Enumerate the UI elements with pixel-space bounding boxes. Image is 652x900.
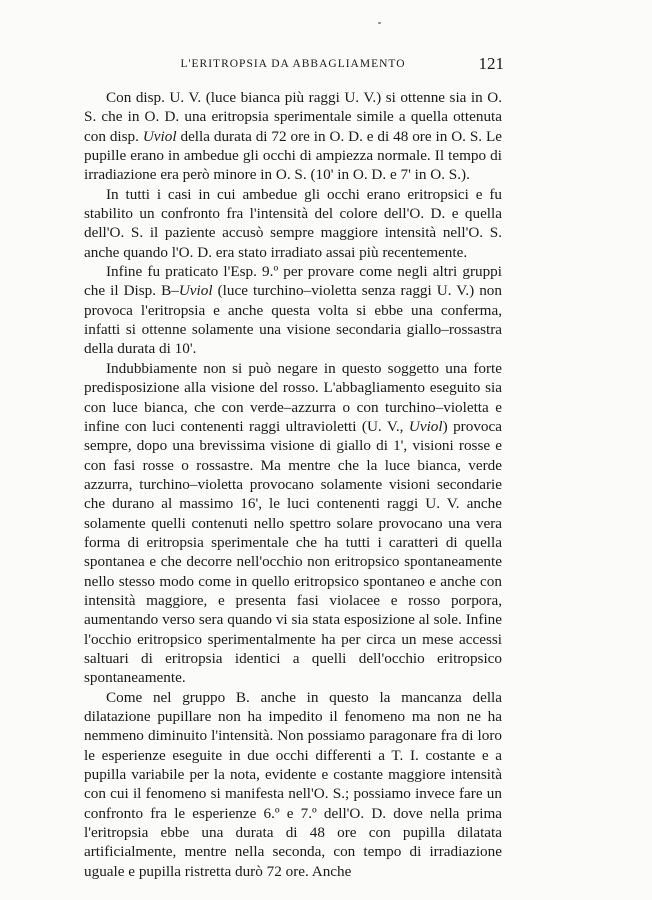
text-run: ) provoca sempre, dopo una brevissima visione di giallo di 1', visioni rosse e con fasi rosse o rossastre. Ma mentre che la luce bianca, verde azzurra, turchino–violetta provocano solamente visioni secondarie che durano al massimo 16', le luci contenenti raggi U. V. anche solamente quelli contenuti nello spettro solare provocano una vera forma di eritropsia sperimentale che ha tutti i caratteri di quella spontanea e che decorre nell'occhio non eritropsico spontaneamente nello stesso modo come in quello eritropsico spontaneo e anche con intensità maggiore, e presenta fasi violacee e rosso porpora, aumentando verso sera quando vi sia stata esposizione al sole. Infine l'occhio eritropsico sperimentalmente ha per circa un mese accessi saltuari di eritropsia identici a quelli dell'occhio eritropsico spontaneamente. [84,417,502,687]
italic-term: Uviol [408,417,443,435]
paragraph [84,359,502,688]
text-run: (luce turchino–violetta senza raggi U. V.) non provoca l'eritropsia e anche questa volta si ebbe una conferma, infatti si ottenne solamente una visione secondaria giallo–rossastra della durata di 10'. [84,282,502,358]
body-text [84,88,502,881]
text-run: Con disp. U. V. (luce bianca più raggi U. V.) si ottenne sia in O. S. che in O. D. una eritropsia sperimentale simile a quella ottenuta con disp. [84,89,502,145]
running-header [84,50,502,80]
ink-speck [378,22,381,24]
text-run: Indubbiamente non si può negare in questo soggetto una forte predisposizione alla visione del rosso. L'abbagliamento eseguito sia con luce bianca, che con verde–azzurra o con turchino–violetta e infine con luci contenenti raggi ultravioletti (U. V., [84,359,502,435]
text-run: della durata di 72 ore in O. D. e di 48 ore in O. S. Le pupille erano in ambedue gli occhi di ampiezza normale. Il tempo di irradiazione era però minore in O. S. (10' in O. D. e 7' in O. S.). [84,127,502,184]
text-run: Infine fu praticato l'Esp. 9.º per provare come negli altri gruppi che il Disp. B– [84,263,502,300]
paragraph [84,88,502,185]
page-number: 121 [478,54,504,73]
running-title: L'ERITROPSIA DA ABBAGLIAMENTO [180,58,406,70]
italic-term: Uviol [142,127,177,145]
italic-term: Uviol [178,282,213,300]
paragraph: In tutti i casi in cui ambedue gli occhi erano eritropsici e fu stabilito un confronto fra l'intensità del colore dell'O. D. e quella dell'O. S. il paziente accusò sempre maggiore intensità nell'O. S. anche quando l'O. D. era stato irradiato assai più recentemente. [84,185,502,261]
book-page [84,50,502,881]
paragraph [84,262,502,359]
paragraph: Come nel gruppo B. anche in questo la mancanza della dilatazione pupillare non ha impedito il fenomeno ma non ne ha nemmeno diminuito l'intensità. Non possiamo paragonare fra di loro le esperienze eseguite in due occhi differenti a T. I. costante e a pupilla variabile per la nota, evidente e costante maggiore intensità con cui il fenomeno si manifesta nell'O. S.; possiamo invece fare un confronto fra le esperienze 6.º e 7.º dell'O. D. dove nella prima l'eritropsia ebbe una durata di 48 ore con pupilla dilatata artificialmente, mentre nella seconda, con tempo di irradiazione uguale e pupilla ristretta durò 72 ore. Anche [84,688,502,880]
